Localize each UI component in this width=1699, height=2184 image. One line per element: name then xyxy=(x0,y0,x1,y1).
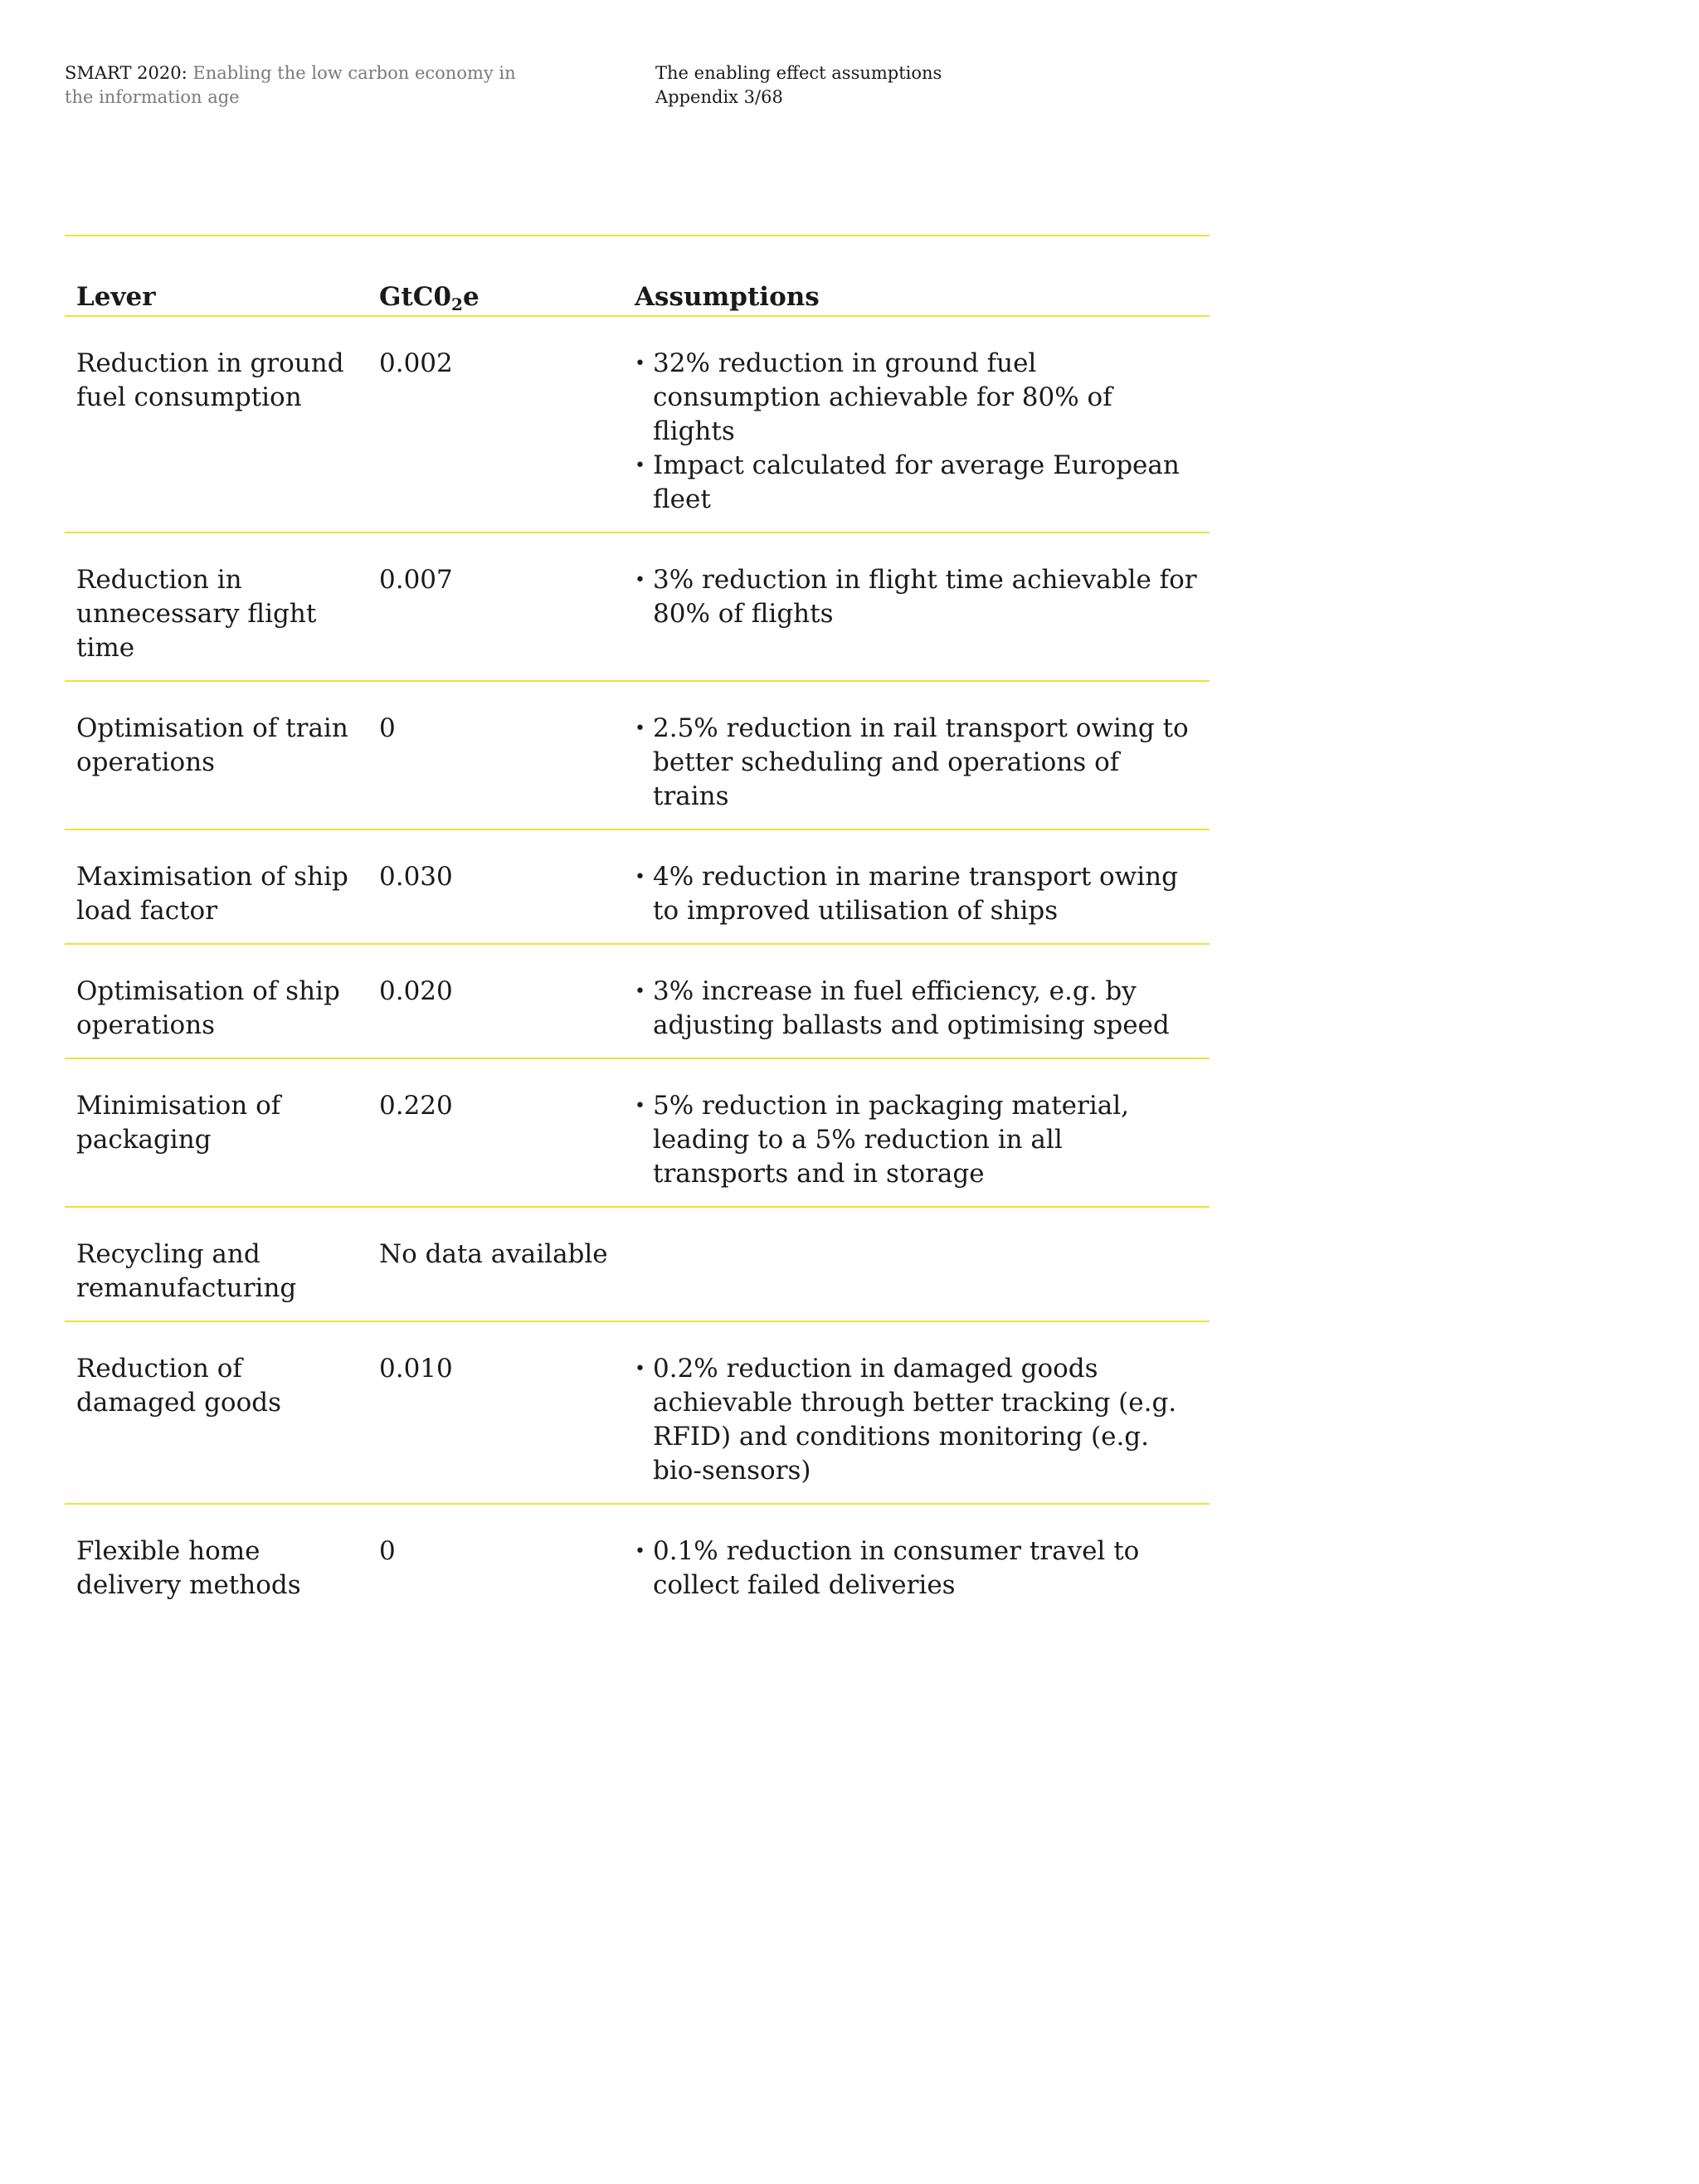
assumption-item: • 32% reduction in ground fuel consumption achievable for 80% of flights xyxy=(635,347,1201,449)
column-header-lever: Lever xyxy=(76,282,156,312)
gtco2e-cell: 0 xyxy=(379,1536,396,1566)
lever-cell: Maximisation of ship load factor xyxy=(76,862,348,926)
assumption-list xyxy=(635,1089,1201,1191)
assumption-item: • 0.2% reduction in damaged goods achievable through better tracking (e.g. RFID) and conditions monitoring (e.g. bio-sensors) xyxy=(635,1352,1201,1488)
gtco2e-cell: 0 xyxy=(379,713,396,743)
assumption-item: • 0.1% reduction in consumer travel to collect failed deliveries xyxy=(635,1535,1201,1603)
assumption-item: • 5% reduction in packaging material, leading to a 5% reduction in all transports and in storage xyxy=(635,1089,1201,1191)
gt-unit-main: GtC0 xyxy=(379,282,452,312)
assumption-list xyxy=(635,1535,1201,1603)
gtco2e-cell: 0.030 xyxy=(379,862,453,892)
gt-unit-suffix: e xyxy=(462,282,480,312)
assumption-item: • Impact calculated for average European fleet xyxy=(635,449,1201,517)
section-info xyxy=(655,61,1153,109)
column-header-assumptions: Assumptions xyxy=(635,282,820,312)
lever-cell: Flexible home delivery methods xyxy=(76,1536,301,1600)
assumptions-cell xyxy=(625,563,1210,665)
table-header-row xyxy=(65,280,1210,317)
table-row xyxy=(65,945,1210,1059)
assumption-item: • 3% increase in fuel efficiency, e.g. by adjusting ballasts and optimising speed xyxy=(635,975,1201,1043)
gtco2e-cell: 0.007 xyxy=(379,565,453,595)
series-name: SMART 2020: xyxy=(65,63,187,83)
gt-unit-subscript: 2 xyxy=(451,294,463,314)
table-body xyxy=(65,317,1210,1617)
table-row xyxy=(65,1208,1210,1322)
page-header xyxy=(65,61,1226,111)
assumptions-cell xyxy=(625,1238,1210,1306)
table-row xyxy=(65,830,1210,945)
assumption-list xyxy=(635,712,1201,814)
assumptions-cell xyxy=(625,860,1210,928)
assumption-list xyxy=(635,347,1201,517)
table-row xyxy=(65,1505,1210,1617)
lever-cell: Reduction in unnecessary flight time xyxy=(76,565,317,663)
gtco2e-cell: 0.020 xyxy=(379,976,453,1006)
section-title: The enabling effect assumptions xyxy=(655,63,942,83)
column-header-gtco2e xyxy=(368,280,625,315)
document-title xyxy=(65,61,529,109)
assumptions-cell xyxy=(625,975,1210,1043)
assumptions-table xyxy=(65,235,1210,1617)
assumption-item: • 2.5% reduction in rail transport owing to better scheduling and operations of trains xyxy=(635,712,1201,814)
table-row xyxy=(65,317,1210,533)
assumptions-cell xyxy=(625,1089,1210,1191)
assumptions-cell xyxy=(625,347,1210,517)
gtco2e-cell: 0.010 xyxy=(379,1354,453,1384)
assumption-item: • 3% reduction in flight time achievable for 80% of flights xyxy=(635,563,1201,631)
lever-cell: Optimisation of train operations xyxy=(76,713,348,777)
series-subtitle: Enabling the low carbon economy in the information age xyxy=(65,63,516,107)
page-reference: Appendix 3/68 xyxy=(655,87,783,107)
lever-cell: Recycling and remanufacturing xyxy=(76,1239,297,1303)
assumption-list xyxy=(635,1352,1201,1488)
table-row xyxy=(65,682,1210,830)
assumptions-cell xyxy=(625,1535,1210,1603)
table-row xyxy=(65,1059,1210,1208)
assumptions-cell xyxy=(625,1352,1210,1488)
lever-cell: Optimisation of ship operations xyxy=(76,976,340,1040)
lever-cell: Minimisation of packaging xyxy=(76,1091,281,1155)
table-top-rule xyxy=(65,235,1210,236)
table-row xyxy=(65,533,1210,682)
gtco2e-cell: No data available xyxy=(379,1239,608,1269)
table-row xyxy=(65,1322,1210,1505)
lever-cell: Reduction of damaged goods xyxy=(76,1354,282,1418)
assumption-list xyxy=(635,975,1201,1043)
gtco2e-cell: 0.220 xyxy=(379,1091,453,1121)
assumption-item: • 4% reduction in marine transport owing to improved utilisation of ships xyxy=(635,860,1201,928)
assumption-list xyxy=(635,563,1201,631)
lever-cell: Reduction in ground fuel consumption xyxy=(76,348,344,412)
assumptions-cell xyxy=(625,712,1210,814)
gtco2e-cell: 0.002 xyxy=(379,348,453,378)
assumption-list xyxy=(635,860,1201,928)
